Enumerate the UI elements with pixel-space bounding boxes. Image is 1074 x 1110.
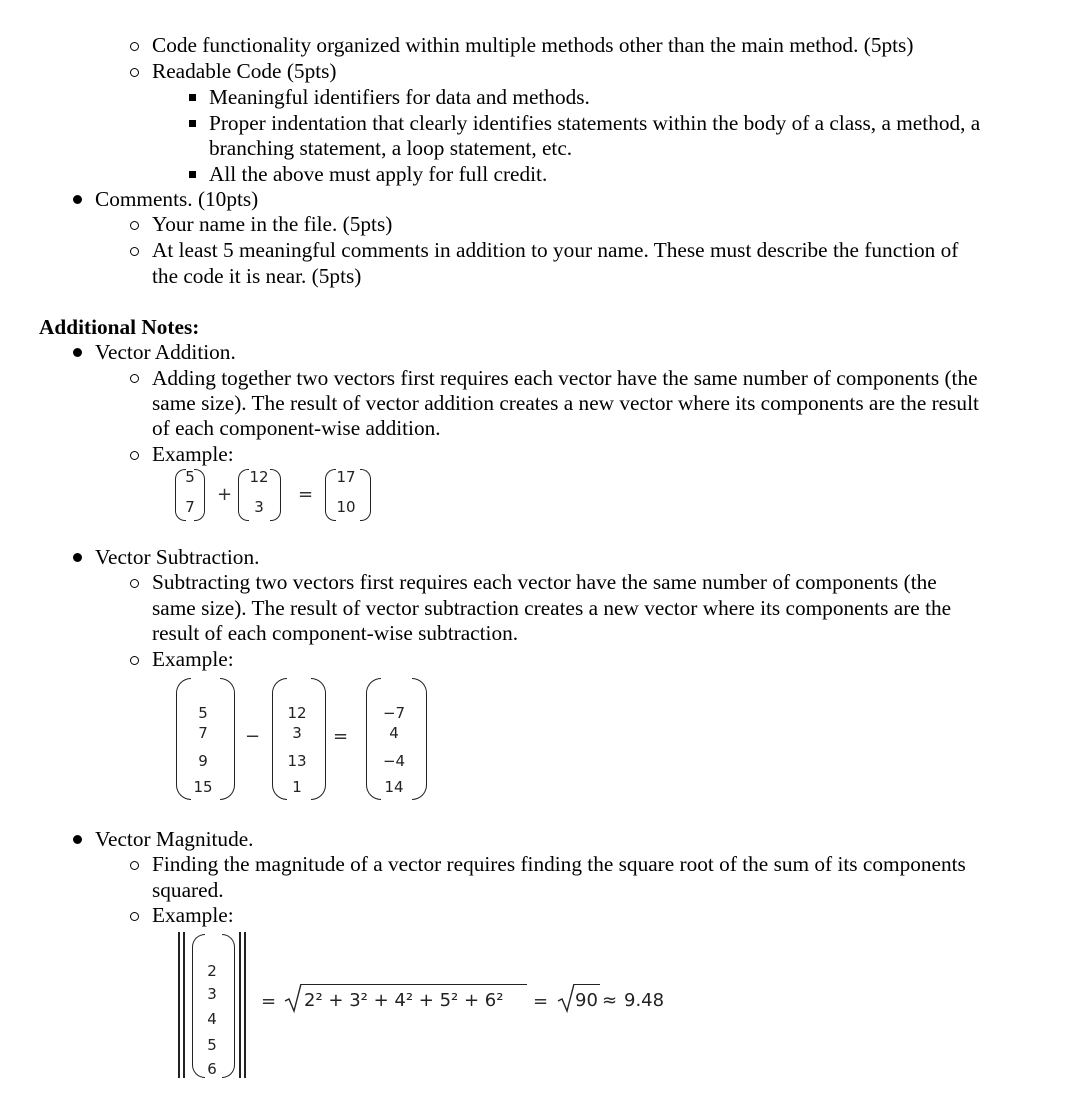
circle-bullet-icon	[130, 656, 139, 665]
subtraction-desc: same size). The result of vector subtraction creates a new vector where its components are the	[152, 596, 952, 620]
square-bullet-icon	[189, 171, 196, 178]
circle-bullet-icon	[130, 912, 139, 921]
norm-bar-icon	[178, 932, 180, 1078]
vector-result-cell: 10	[336, 498, 356, 516]
minus-sign: −	[245, 726, 261, 747]
vector-b-cell: 12	[249, 468, 269, 486]
vector-b-cell: 12	[287, 704, 307, 722]
subtraction-desc: Subtracting two vectors first requires each vector have the same number of components (the	[152, 570, 937, 594]
right-paren-icon	[412, 678, 427, 800]
notes-heading: Additional Notes:	[39, 315, 200, 339]
sqrt-overline	[301, 984, 527, 985]
addition-desc: Adding together two vectors first requires each vector have the same number of components (the	[152, 366, 978, 390]
vector-result-cell: −7	[382, 704, 406, 722]
vector-cell: 5	[207, 1036, 217, 1054]
magnitude-desc: Finding the magnitude of a vector requires finding the square root of the sum of its components	[152, 852, 966, 876]
circle-bullet-icon	[130, 451, 139, 460]
equals-sign: =	[333, 726, 349, 747]
circle-bullet-icon	[130, 861, 139, 870]
right-paren-icon	[222, 934, 235, 1078]
magnitude-result: 9.48	[624, 990, 665, 1011]
readable-item: Meaningful identifiers for data and methods.	[209, 85, 590, 109]
norm-bar-icon	[244, 932, 246, 1078]
vector-a-cell: 5	[185, 468, 195, 486]
addition-title: Vector Addition.	[95, 340, 236, 364]
square-bullet-icon	[189, 94, 196, 101]
vector-cell: 3	[207, 985, 217, 1003]
left-paren-icon	[192, 934, 205, 1078]
vector-cell: 2	[207, 962, 217, 980]
comments-item: Your name in the file. (5pts)	[152, 212, 393, 236]
equals-sign: =	[298, 484, 314, 505]
vector-a-cell: 7	[185, 498, 195, 516]
disc-bullet-icon	[73, 195, 82, 204]
vector-result-cell: 17	[336, 468, 356, 486]
subtraction-example-label: Example:	[152, 647, 234, 671]
vector-b-cell: 3	[292, 724, 302, 742]
root-value: 90	[575, 990, 598, 1011]
radicand: 2² + 3² + 4² + 5² + 6²	[304, 990, 504, 1011]
magnitude-title: Vector Magnitude.	[95, 827, 254, 851]
addition-desc: of each component-wise addition.	[152, 416, 441, 440]
addition-example-label: Example:	[152, 442, 234, 466]
vector-b-cell: 13	[287, 752, 307, 770]
readable-item: All the above must apply for full credit.	[209, 162, 548, 186]
norm-bar-icon	[239, 932, 241, 1078]
vector-b-cell: 1	[292, 778, 302, 796]
circle-bullet-icon	[130, 374, 139, 383]
circle-bullet-icon	[130, 68, 139, 77]
subtraction-title: Vector Subtraction.	[95, 545, 260, 569]
equals-sign: =	[533, 991, 549, 1012]
magnitude-desc: squared.	[152, 878, 224, 902]
vector-b-cell: 3	[254, 498, 264, 516]
vector-a-cell: 15	[193, 778, 213, 796]
vector-a-cell: 5	[198, 704, 208, 722]
right-paren-icon	[194, 469, 205, 521]
grading-comments: Comments. (10pts)	[95, 187, 259, 211]
grading-methods: Code functionality organized within multiple methods other than the main method. (5pts)	[152, 33, 914, 57]
sqrt-icon	[557, 983, 575, 1013]
sqrt-icon	[284, 983, 302, 1013]
disc-bullet-icon	[73, 553, 82, 562]
comments-item-cont: the code it is near. (5pts)	[152, 264, 362, 288]
plus-sign: +	[217, 484, 233, 505]
right-paren-icon	[311, 678, 326, 800]
disc-bullet-icon	[73, 348, 82, 357]
disc-bullet-icon	[73, 835, 82, 844]
readable-item-cont: branching statement, a loop statement, etc.	[209, 136, 573, 160]
grading-readable: Readable Code (5pts)	[152, 59, 337, 83]
readable-item: Proper indentation that clearly identifies statements within the body of a class, a method, a	[209, 111, 981, 135]
addition-desc: same size). The result of vector addition creates a new vector where its components are the result	[152, 391, 979, 415]
approx-sign: ≈	[602, 990, 618, 1011]
square-bullet-icon	[189, 120, 196, 127]
right-paren-icon	[270, 469, 281, 521]
norm-bar-icon	[183, 932, 185, 1078]
vector-a-cell: 7	[198, 724, 208, 742]
vector-cell: 4	[207, 1010, 217, 1028]
comments-item: At least 5 meaningful comments in addition to your name. These must describe the function of	[152, 238, 959, 262]
subtraction-desc: result of each component-wise subtraction.	[152, 621, 519, 645]
circle-bullet-icon	[130, 42, 139, 51]
equals-sign: =	[261, 991, 277, 1012]
vector-result-cell: −4	[382, 752, 406, 770]
magnitude-example-label: Example:	[152, 903, 234, 927]
vector-a-cell: 9	[198, 752, 208, 770]
circle-bullet-icon	[130, 247, 139, 256]
vector-cell: 6	[207, 1060, 217, 1078]
sqrt-overline	[574, 984, 600, 985]
right-paren-icon	[360, 469, 371, 521]
right-paren-icon	[220, 678, 235, 800]
vector-result-cell: 14	[384, 778, 404, 796]
circle-bullet-icon	[130, 579, 139, 588]
vector-result-cell: 4	[389, 724, 399, 742]
circle-bullet-icon	[130, 221, 139, 230]
